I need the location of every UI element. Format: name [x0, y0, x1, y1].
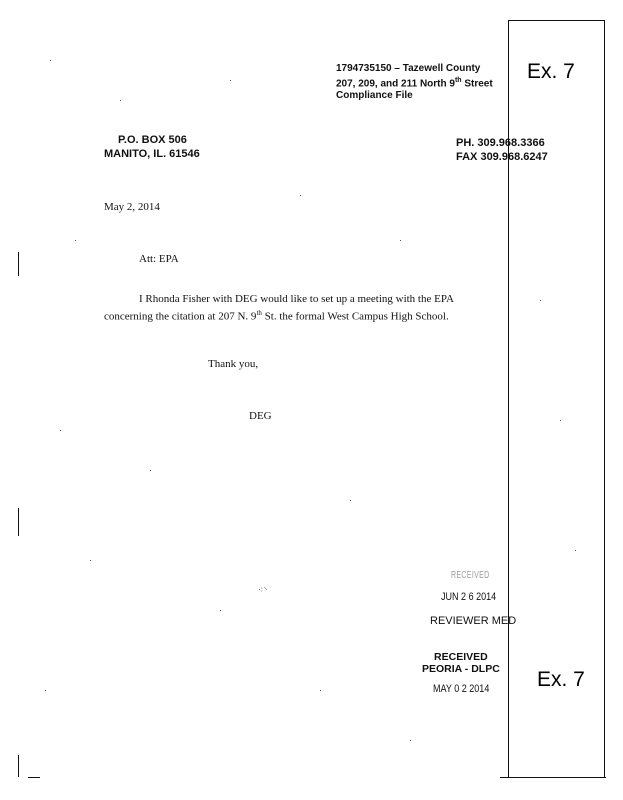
- smudge-mark: ⁖⸌: [258, 586, 268, 596]
- letter-attention: Att: EPA: [139, 253, 179, 265]
- june-date-stamp: JUN 2 6 2014: [441, 591, 497, 603]
- letter-closing: Thank you,: [208, 358, 259, 370]
- scan-speck: [230, 80, 231, 81]
- frame-right-line: [604, 20, 605, 778]
- scan-speck: [575, 550, 576, 551]
- scan-speck: [220, 610, 221, 611]
- bottom-left-dash: [28, 777, 40, 778]
- scan-speck: [90, 560, 91, 561]
- scan-speck: [560, 420, 561, 421]
- scan-speck: [150, 470, 151, 471]
- received-stamp-faded: RECEIVED: [451, 570, 490, 581]
- reference-line-2: 207, 209, and 211 North 9th Street: [336, 77, 493, 90]
- scan-speck: [75, 240, 76, 241]
- letter-date: May 2, 2014: [104, 201, 160, 213]
- phone-number: PH. 309.968.3366: [456, 137, 545, 149]
- compliance-reference: [336, 63, 493, 102]
- fax-number: FAX 309.968.6247: [456, 151, 548, 163]
- left-margin-mark: [18, 755, 19, 777]
- frame-inner-line: [508, 20, 509, 778]
- scan-speck: [45, 690, 46, 691]
- po-box: P.O. BOX 506: [118, 134, 187, 146]
- letter-paragraph-line-1: I Rhonda Fisher with DEG would like to set up a meeting with the EPA: [139, 293, 454, 305]
- city-state-zip: MANITO, IL. 61546: [104, 148, 200, 160]
- scan-speck: [400, 240, 401, 241]
- may-date-stamp: MAY 0 2 2014: [433, 683, 490, 695]
- sender-contact: [456, 136, 548, 164]
- exhibit-label-top: Ex. 7: [527, 60, 575, 83]
- letter-paragraph-line-2: concerning the citation at 207 N. 9th St. the formal West Campus High School.: [104, 309, 449, 323]
- office-label: PEORIA - DLPC: [422, 663, 500, 675]
- sender-address: [104, 133, 200, 161]
- scan-speck: [410, 740, 411, 741]
- reviewer-stamp: REVIEWER MED: [430, 615, 517, 627]
- scan-speck: [120, 100, 121, 101]
- left-margin-mark: [18, 252, 19, 276]
- left-margin-mark: [18, 508, 19, 536]
- scan-speck: [60, 430, 61, 431]
- exhibit-label-bottom: Ex. 7: [537, 668, 585, 691]
- scan-speck: [540, 300, 541, 301]
- scan-speck: [300, 195, 301, 196]
- scan-speck: [320, 690, 321, 691]
- frame-bottom-line: [500, 777, 606, 778]
- frame-top-line: [508, 20, 605, 21]
- letter-signature: DEG: [249, 410, 272, 422]
- reference-line-3: Compliance File: [336, 90, 413, 102]
- received-office-stamp: [422, 651, 500, 675]
- reference-line-1: 1794735150 – Tazewell County: [336, 63, 481, 74]
- scan-speck: [350, 500, 351, 501]
- received-label: RECEIVED: [434, 651, 488, 663]
- scan-speck: [50, 60, 51, 61]
